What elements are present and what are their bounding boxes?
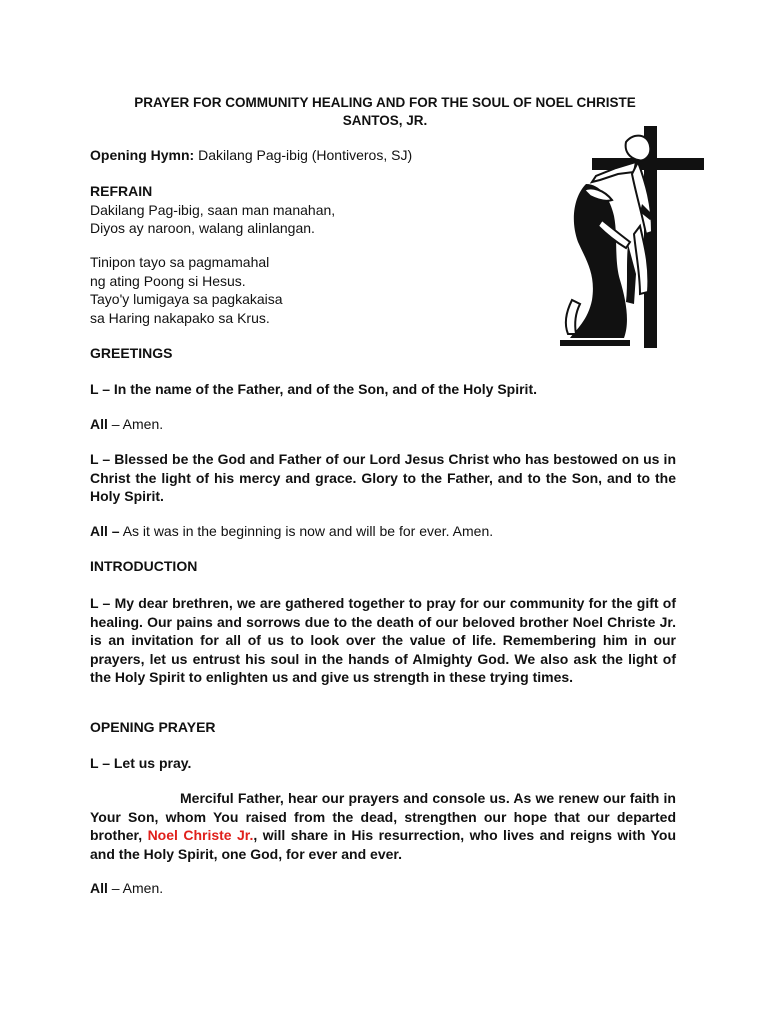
refrain-line: Diyos ay naroon, walang alinlangan. [90,220,315,236]
all-label: All [90,416,108,432]
opening-hymn-label: Opening Hymn: [90,147,195,163]
refrain-heading: REFRAIN [90,183,153,199]
all-response: – Amen. [107,880,164,896]
greetings-heading: GREETINGS [90,345,173,361]
title-line-2: SANTOS, JR. [342,113,428,128]
verse-line: ng ating Poong si Hesus. [90,272,246,289]
prayer-part-1: Merciful Father, hear our prayers and console us. As we renew our faith in Your Son, whom You raised from the dead, strengthen our hope that our departed brother, [90,790,676,843]
verse-section [90,253,550,327]
greetings-all-1 [90,415,676,434]
all-response: As it was in the beginning is now and will be for ever. Amen. [119,523,494,539]
greetings-leader-1: L – In the name of the Father, and of the Son, and of the Holy Spirit. [90,381,537,397]
verse-line: sa Haring nakapako sa Krus. [90,309,270,326]
opening-prayer-text [90,789,676,863]
all-label: All – [90,523,120,539]
refrain-section [90,182,550,238]
opening-prayer-leader: L – Let us pray. [90,755,192,771]
opening-hymn-text: Dakilang Pag-ibig (Hontiveros, SJ) [194,147,413,163]
greetings-leader-2: L – Blessed be the God and Father of our Lord Jesus Christ who has bestowed on us in Christ the light of his mercy and grace. Glory to the Father, and to the Son, and to the Holy Spirit. [90,451,676,504]
refrain-line: Dakilang Pag-ibig, saan man manahan, [90,201,336,218]
verse-line: Tinipon tayo sa pagmamahal [90,254,270,270]
verse-line: Tayo'y lumigaya sa pagkakaisa [90,291,283,307]
title-line-1: PRAYER FOR COMMUNITY HEALING AND FOR THE SOUL OF NOEL CHRISTE [134,95,636,110]
opening-prayer-all [90,879,676,898]
all-response: – Amen. [107,416,164,432]
introduction-heading: INTRODUCTION [90,558,198,574]
prayer-part-2: , will share in His resurrection, who lives and reigns with You and the Holy Spirit, one God, for ever and ever. [90,827,676,862]
crucifixion-illustration [556,124,706,350]
introduction-leader: L – My dear brethren, we are gathered together to pray for our community for the gift of healing. Our pains and sorrows due to the death of our beloved brother Noel Christe Jr. is an invitation for all of us to look over the value of life. Remembering him in our prayers, let us entrust his soul in the hands of Almighty God. We also ask the light of the Holy Spirit to enlighten us and give us strength in these trying times. [90,595,676,685]
greetings-all-2 [90,522,676,541]
deceased-name: Noel Christe Jr. [147,827,254,843]
opening-hymn [90,146,550,165]
opening-prayer-heading: OPENING PRAYER [90,719,216,735]
all-label: All [90,880,108,896]
